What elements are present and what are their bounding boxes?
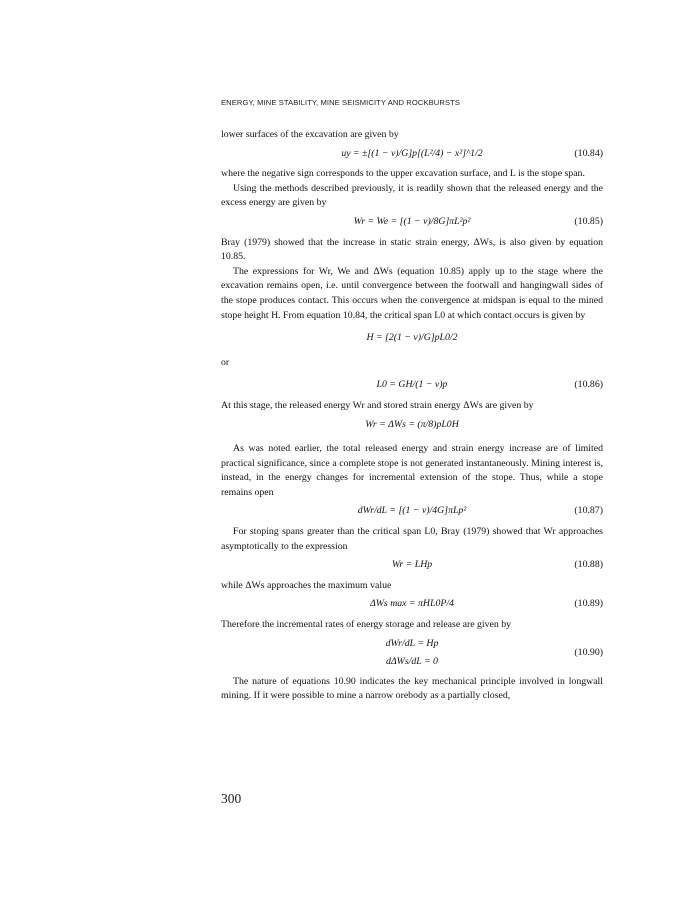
paragraph: lower surfaces of the excavation are given by xyxy=(221,129,399,140)
equation-number: (10.85) xyxy=(574,215,603,227)
paragraph: Bray (1979) showed that the increase in static strain energy, ΔWs, is also given by equation 10.85. xyxy=(221,236,603,263)
equation-10-87 xyxy=(221,504,603,519)
equation-expression: Wr = LHp xyxy=(391,559,433,571)
equation-critical-height xyxy=(221,331,603,346)
equation-expression: dWr/dL = Hp xyxy=(385,637,439,649)
body-text xyxy=(221,128,603,704)
equation-expression: uy = ±[(1 − ν)/G]p[(L²/4) − x²]^1/2 xyxy=(341,147,483,159)
equation-released-stored xyxy=(221,418,603,433)
paragraph: Therefore the incremental rates of energy storage and release are given by xyxy=(221,619,512,631)
equation-expression: ΔWs max = πHL0P/4 xyxy=(370,598,454,610)
running-header: ENERGY, MINE STABILITY, MINE SEISMICITY AND ROCKBURSTS xyxy=(221,98,461,107)
equation-number: (10.86) xyxy=(574,379,603,391)
paragraph: The expressions for Wr, We and ΔWs (equation 10.85) apply up to the stage where the excavation remains open, i.e. until convergence between the footwall and hangingwall sides of the stope produces contact. This occurs when the convergence at midspan is equal to the mined stope height H. From equation 10.84, the critical span L0 at which contact occurs is given by xyxy=(221,265,603,321)
equation-number: (10.84) xyxy=(574,147,603,159)
equation-expression: L0 = GH/(1 − ν)p xyxy=(376,379,448,391)
equation-10-90 xyxy=(221,637,603,669)
equation-expression: dWr/dL = [(1 − ν)/4G]πLp² xyxy=(357,505,467,517)
equation-expression: dΔWs/dL = 0 xyxy=(386,655,438,667)
equation-number: (10.89) xyxy=(574,598,603,610)
equation-10-86 xyxy=(221,378,603,393)
paragraph: Using the methods described previously, it is readily shown that the released energy and the excess energy are given by xyxy=(221,182,603,209)
equation-expression: H = [2(1 − ν)/G]pL0/2 xyxy=(366,332,458,344)
connector-word: or xyxy=(221,356,230,368)
equation-expression: Wr = ΔWs = (π/8)pL0H xyxy=(365,418,459,430)
page xyxy=(221,0,603,900)
equation-expression: Wr = We = [(1 − ν)/8G]πL²p² xyxy=(353,215,471,227)
paragraph: For stoping spans greater than the critical span L0, Bray (1979) showed that Wr approaches asymptotically to the expression xyxy=(221,526,603,552)
equation-number: (10.87) xyxy=(574,505,603,517)
equation-10-84 xyxy=(221,147,603,162)
paragraph: The nature of equations 10.90 indicates the key mechanical principle involved in longwall mining. If it were possible to mine a narrow orebody as a partially closed, xyxy=(221,675,603,702)
equation-10-89 xyxy=(221,597,603,612)
equation-number: (10.88) xyxy=(574,559,603,571)
paragraph: where the negative sign corresponds to the upper excavation surface, and L is the stope span. xyxy=(221,168,585,180)
paragraph: At this stage, the released energy Wr and stored strain energy ΔWs are given by xyxy=(221,399,534,411)
equation-10-88 xyxy=(221,558,603,573)
equation-number: (10.90) xyxy=(574,646,603,658)
page-number: 300 xyxy=(221,791,242,806)
equation-10-85 xyxy=(221,215,603,230)
paragraph: As was noted earlier, the total released energy and strain energy increase are of limited practical significance, since a complete stope is not generated instantaneously. Mining interest is, instead, in the energy changes for incremental extension of the stope. Thus, while a stope remains open xyxy=(221,443,603,498)
paragraph: while ΔWs approaches the maximum value xyxy=(221,579,392,591)
